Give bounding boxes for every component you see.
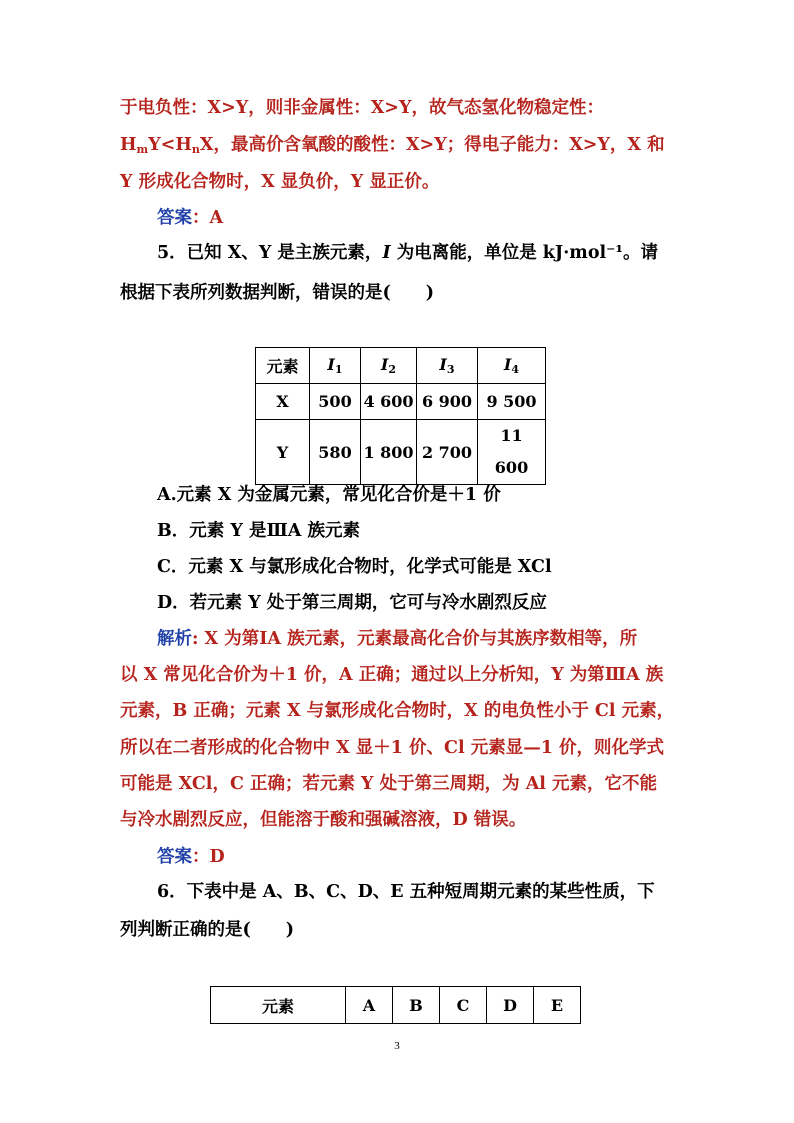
q6-table — [210, 986, 581, 1024]
table-header-cell: B — [393, 987, 440, 1024]
q5-option-c: C．元素 X 与氯形成化合物时，化学式可能是 XCl — [157, 557, 552, 577]
q5-table — [255, 347, 546, 485]
table-header-row — [256, 348, 546, 384]
q5-analysis-line-5: 可能是 XCl，C 正确；若元素 Y 处于第三周期，为 Al 元素，它不能 — [120, 774, 658, 794]
q5-analysis-line-6: 与冷水剧烈反应，但能溶于酸和强碱溶液，D 错误。 — [120, 810, 527, 830]
q5-analysis-line-3: 元素，B 正确；元素 X 与氯形成化合物时，X 的电负性小于 Cl 元素， — [120, 701, 675, 721]
table-cell: 11 600 — [478, 420, 546, 485]
table-cell: 1 800 — [361, 420, 417, 485]
table-header-cell: $I_1$ — [310, 348, 361, 384]
q6-stem-line-2: 列判断正确的是( ) — [120, 920, 295, 940]
q5-analysis-line-2: 以 X 常见化合价为＋1 价，A 正确；通过以上分析知，Y 为第ⅢA 族 — [120, 665, 664, 685]
table-header-row — [211, 987, 581, 1024]
q5-option-d: D．若元素 Y 处于第三周期，它可与冷水剧烈反应 — [157, 593, 547, 613]
table-row — [256, 384, 546, 420]
answer-5: 答案：D — [157, 847, 225, 867]
table-header-cell: 元素 — [256, 348, 310, 384]
table-cell: 4 600 — [361, 384, 417, 420]
table-header-cell: D — [487, 987, 534, 1024]
q5-stem-line-2: 根据下表所列数据判断，错误的是( ) — [120, 283, 435, 303]
answer-4: 答案：A — [157, 208, 224, 228]
q5-analysis-line-4: 所以在二者形成的化合物中 X 显＋1 价、Cl 元素显—1 价，则化学式 — [120, 738, 664, 758]
table-cell: 6 900 — [417, 384, 478, 420]
q5-option-b: B．元素 Y 是ⅢA 族元素 — [157, 521, 360, 541]
q5-option-a: A.元素 X 为金属元素，常见化合价是＋1 价 — [157, 485, 501, 505]
q6-stem-line-1: 6．下表中是 A、B、C、D、E 五种短周期元素的某些性质，下 — [157, 882, 655, 902]
table-header-cell: $I_2$ — [361, 348, 417, 384]
page-number: 3 — [394, 1040, 400, 1052]
table-cell: Y — [256, 420, 310, 485]
table-header-cell: $I_3$ — [417, 348, 478, 384]
q5-stem-line-1: 5．已知 X、Y 是主族元素，I 为电离能，单位是 kJ·mol⁻¹。请 — [157, 243, 659, 263]
prev-analysis-line-2: $H_mY<H_nX$，最高价含氧酸的酸性：X>Y；得电子能力：X>Y，X 和 — [120, 135, 665, 156]
q5-analysis-line-1: 解析: X 为第ⅠA 族元素，元素最高化合价与其族序数相等，所 — [157, 629, 638, 649]
table-cell: X — [256, 384, 310, 420]
prev-analysis-line-1: 于电负性：X>Y，则非金属性：X>Y，故气态氢化物稳定性： — [120, 98, 604, 118]
table-header-cell: 元素 — [211, 987, 346, 1024]
prev-analysis-line-3: Y 形成化合物时，X 显负价，Y 显正价。 — [120, 172, 440, 192]
table-cell: 9 500 — [478, 384, 546, 420]
table-header-cell: $I_4$ — [478, 348, 546, 384]
table-cell: 580 — [310, 420, 361, 485]
table-row — [256, 420, 546, 485]
table-header-cell: A — [346, 987, 393, 1024]
table-header-cell: E — [534, 987, 581, 1024]
table-header-cell: C — [440, 987, 487, 1024]
table-cell: 500 — [310, 384, 361, 420]
table-cell: 2 700 — [417, 420, 478, 485]
